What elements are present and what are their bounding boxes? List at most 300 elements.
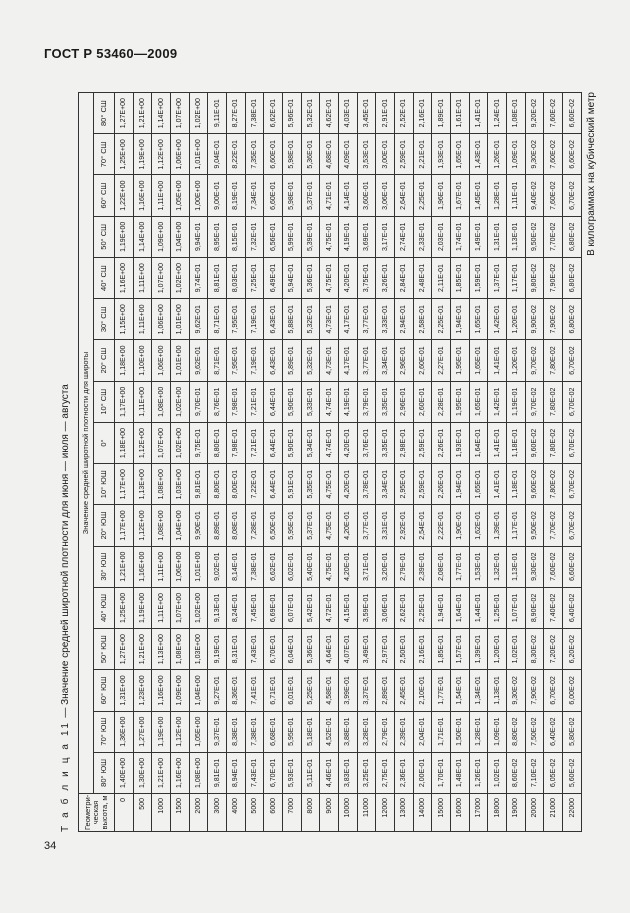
density-cell: 9,60E-02 bbox=[525, 464, 544, 505]
density-cell: 4,07E-01 bbox=[339, 629, 358, 670]
density-cell: 1,36E+00 bbox=[115, 711, 134, 752]
density-cell: 7,90E-02 bbox=[544, 257, 563, 298]
table-caption-prefix: Т а б л и ц а 11 bbox=[60, 720, 71, 832]
table-row bbox=[301, 93, 320, 832]
density-cell: 2,27E-01 bbox=[432, 340, 451, 381]
table-caption bbox=[60, 92, 71, 832]
density-cell: 2,16E-01 bbox=[413, 93, 432, 134]
density-cell: 2,64E-01 bbox=[395, 175, 414, 216]
density-cell: 1,17E-01 bbox=[507, 257, 526, 298]
density-cell: 6,43E-01 bbox=[264, 340, 283, 381]
density-cell: 1,34E-01 bbox=[469, 670, 488, 711]
latitude-column-header: 30° ЮШ bbox=[94, 546, 115, 587]
density-cell: 9,70E-01 bbox=[189, 381, 208, 422]
density-cell: 1,04E+00 bbox=[171, 505, 190, 546]
density-cell: 1,07E+00 bbox=[152, 257, 171, 298]
density-cell: 3,77E-01 bbox=[357, 340, 376, 381]
density-cell: 1,95E-01 bbox=[451, 381, 470, 422]
density-cell: 6,68E-01 bbox=[264, 711, 283, 752]
density-cell: 8,80E-02 bbox=[507, 711, 526, 752]
density-cell: 7,35E-01 bbox=[245, 134, 264, 175]
density-cell: 6,00E-02 bbox=[563, 670, 582, 711]
density-cell: 6,05E-02 bbox=[544, 752, 563, 793]
density-cell: 2,36E-01 bbox=[395, 752, 414, 793]
density-cell: 1,15E+00 bbox=[115, 299, 134, 340]
latitude-column-header: 10° СШ bbox=[94, 381, 115, 422]
density-cell: 1,32E-01 bbox=[488, 546, 507, 587]
table-row bbox=[507, 93, 526, 832]
density-cell: 2,04E-01 bbox=[413, 711, 432, 752]
density-cell: 1,31E-01 bbox=[488, 216, 507, 257]
density-cell: 1,11E+00 bbox=[152, 546, 171, 587]
density-cell: 2,45E-01 bbox=[395, 670, 414, 711]
density-cell: 1,07E-01 bbox=[507, 587, 526, 628]
density-cell: 2,54E-01 bbox=[413, 505, 432, 546]
altitude-cell: 2000 bbox=[189, 794, 208, 832]
density-cell: 2,39E-01 bbox=[395, 711, 414, 752]
density-cell: 1,16E+00 bbox=[152, 670, 171, 711]
latitude-column-header: 20° ЮШ bbox=[94, 505, 115, 546]
density-cell: 5,42E-01 bbox=[301, 587, 320, 628]
density-cell: 5,99E-01 bbox=[283, 216, 302, 257]
density-cell: 2,58E-01 bbox=[413, 299, 432, 340]
density-cell: 2,25E-01 bbox=[413, 587, 432, 628]
density-cell: 1,19E+00 bbox=[133, 134, 152, 175]
density-cell: 8,76E-01 bbox=[208, 381, 227, 422]
density-cell: 7,38E-01 bbox=[245, 93, 264, 134]
density-cell: 9,02E-01 bbox=[208, 546, 227, 587]
altitude-cell: 13000 bbox=[395, 794, 414, 832]
density-cell: 7,38E-01 bbox=[245, 711, 264, 752]
density-cell: 6,70E-02 bbox=[563, 464, 582, 505]
density-cell: 9,04E-01 bbox=[208, 134, 227, 175]
altitude-cell: 16000 bbox=[451, 794, 470, 832]
density-cell: 6,62E-01 bbox=[264, 546, 283, 587]
density-cell: 8,80E-01 bbox=[208, 464, 227, 505]
density-cell: 1,13E-01 bbox=[488, 670, 507, 711]
density-cell: 1,21E+00 bbox=[133, 93, 152, 134]
density-cell: 1,02E+00 bbox=[189, 587, 208, 628]
density-cell: 4,09E-01 bbox=[339, 134, 358, 175]
density-cell: 9,30E-02 bbox=[507, 670, 526, 711]
density-cell: 3,25E-01 bbox=[357, 752, 376, 793]
density-table bbox=[78, 92, 582, 832]
density-cell: 1,19E+00 bbox=[115, 216, 134, 257]
density-cell: 2,26E-01 bbox=[432, 422, 451, 463]
density-cell: 5,36E-01 bbox=[301, 134, 320, 175]
density-cell: 1,11E+00 bbox=[133, 381, 152, 422]
density-cell: 1,42E-01 bbox=[488, 381, 507, 422]
density-cell: 1,05E+00 bbox=[171, 175, 190, 216]
density-cell: 2,94E-01 bbox=[395, 299, 414, 340]
density-cell: 3,79E-01 bbox=[357, 381, 376, 422]
density-cell: 4,75E-01 bbox=[320, 216, 339, 257]
density-cell: 2,25E-01 bbox=[413, 175, 432, 216]
density-cell: 9,20E-02 bbox=[525, 93, 544, 134]
density-cell: 2,60E-01 bbox=[413, 340, 432, 381]
density-cell: 1,07E+00 bbox=[171, 587, 190, 628]
density-cell: 6,04E-01 bbox=[283, 629, 302, 670]
density-cell: 4,71E-01 bbox=[320, 175, 339, 216]
density-cell: 6,07E-01 bbox=[283, 587, 302, 628]
density-cell: 9,74E-01 bbox=[189, 257, 208, 298]
density-cell: 2,03E-01 bbox=[432, 216, 451, 257]
density-cell: 4,20E-01 bbox=[339, 422, 358, 463]
altitude-cell: 4000 bbox=[227, 794, 246, 832]
density-cell: 2,92E-01 bbox=[395, 505, 414, 546]
latitude-column-header: 80° ЮШ bbox=[94, 752, 115, 793]
density-cell: 1,12E+00 bbox=[133, 422, 152, 463]
density-cell: 1,02E-01 bbox=[488, 752, 507, 793]
table-row bbox=[357, 93, 376, 832]
density-cell: 4,75E-01 bbox=[320, 257, 339, 298]
density-cell: 5,25E-01 bbox=[301, 670, 320, 711]
table-caption-text: — Значение средней широтной плотности для июня — июля — августа bbox=[60, 384, 71, 721]
density-cell: 9,19E-01 bbox=[208, 629, 227, 670]
density-cell: 4,75E-01 bbox=[320, 546, 339, 587]
density-cell: 1,20E-01 bbox=[507, 340, 526, 381]
density-cell: 8,14E-01 bbox=[227, 546, 246, 587]
density-cell: 9,40E-02 bbox=[525, 175, 544, 216]
density-cell: 9,70E-02 bbox=[525, 340, 544, 381]
table-row bbox=[133, 93, 152, 832]
density-cell: 9,37E-01 bbox=[208, 711, 227, 752]
density-cell: 3,83E-01 bbox=[339, 752, 358, 793]
density-cell: 9,90E-01 bbox=[189, 505, 208, 546]
density-cell: 9,94E-01 bbox=[189, 216, 208, 257]
density-cell: 9,27E-01 bbox=[208, 670, 227, 711]
density-cell: 3,28E-01 bbox=[357, 711, 376, 752]
density-cell: 7,19E-01 bbox=[245, 340, 264, 381]
table-row bbox=[245, 93, 264, 832]
density-cell: 1,07E+00 bbox=[171, 93, 190, 134]
density-cell: 5,11E-01 bbox=[301, 752, 320, 793]
table-row bbox=[115, 93, 134, 832]
density-cell: 1,45E-01 bbox=[469, 175, 488, 216]
density-cell: 6,44E-01 bbox=[264, 422, 283, 463]
density-cell: 1,71E-01 bbox=[432, 711, 451, 752]
density-cell: 1,09E-01 bbox=[488, 711, 507, 752]
density-cell: 1,19E-01 bbox=[507, 381, 526, 422]
density-cell: 3,49E-01 bbox=[357, 629, 376, 670]
density-cell: 2,79E-01 bbox=[395, 546, 414, 587]
table-row bbox=[320, 93, 339, 832]
altitude-cell: 3000 bbox=[208, 794, 227, 832]
density-cell: 5,36E-01 bbox=[301, 629, 320, 670]
density-cell: 4,15E-01 bbox=[339, 587, 358, 628]
density-cell: 7,10E-02 bbox=[525, 752, 544, 793]
latitude-column-header: 50° СШ bbox=[94, 216, 115, 257]
density-cell: 1,02E+00 bbox=[171, 257, 190, 298]
density-cell: 3,71E-01 bbox=[357, 546, 376, 587]
density-cell: 4,46E-01 bbox=[320, 752, 339, 793]
density-cell: 7,43E-01 bbox=[245, 752, 264, 793]
density-cell: 1,09E-01 bbox=[507, 134, 526, 175]
density-cell: 1,27E+00 bbox=[115, 93, 134, 134]
page-number: 34 bbox=[44, 840, 57, 852]
density-cell: 1,08E+00 bbox=[171, 629, 190, 670]
density-cell: 1,59E-01 bbox=[469, 257, 488, 298]
density-cell: 1,93E-01 bbox=[432, 134, 451, 175]
density-cell: 1,20E-01 bbox=[488, 629, 507, 670]
density-cell: 2,59E-01 bbox=[413, 422, 432, 463]
density-cell: 4,20E-01 bbox=[339, 464, 358, 505]
density-cell: 4,74E-01 bbox=[320, 422, 339, 463]
altitude-cell: 5000 bbox=[245, 794, 264, 832]
density-cell: 1,14E+00 bbox=[133, 216, 152, 257]
density-cell: 4,74E-01 bbox=[320, 381, 339, 422]
density-cell: 1,85E-01 bbox=[451, 257, 470, 298]
density-cell: 6,70E-01 bbox=[264, 752, 283, 793]
table-row bbox=[152, 93, 171, 832]
density-cell: 3,34E-01 bbox=[376, 464, 395, 505]
density-cell: 6,80E-02 bbox=[563, 299, 582, 340]
density-cell: 4,17E-01 bbox=[339, 299, 358, 340]
density-cell: 1,40E+00 bbox=[115, 752, 134, 793]
density-cell: 1,09E+00 bbox=[152, 216, 171, 257]
density-cell: 5,32E-01 bbox=[301, 299, 320, 340]
density-cell: 8,95E-01 bbox=[208, 216, 227, 257]
density-cell: 7,45E-01 bbox=[245, 587, 264, 628]
density-cell: 1,48E-01 bbox=[451, 752, 470, 793]
density-cell: 4,72E-01 bbox=[320, 587, 339, 628]
density-cell: 7,90E-02 bbox=[525, 670, 544, 711]
density-cell: 2,08E-01 bbox=[432, 546, 451, 587]
table-row bbox=[451, 93, 470, 832]
altitude-cell: 22000 bbox=[563, 794, 582, 832]
density-cell: 1,65E-01 bbox=[469, 381, 488, 422]
density-cell: 7,43E-01 bbox=[245, 629, 264, 670]
density-cell: 1,17E-01 bbox=[507, 505, 526, 546]
density-cell: 9,50E-02 bbox=[525, 216, 544, 257]
density-cell: 1,02E+00 bbox=[171, 381, 190, 422]
density-cell: 1,06E+00 bbox=[171, 546, 190, 587]
density-cell: 1,65E-01 bbox=[451, 134, 470, 175]
density-cell: 1,06E+00 bbox=[171, 134, 190, 175]
density-cell: 2,16E-01 bbox=[413, 629, 432, 670]
density-cell: 1,43E-01 bbox=[469, 134, 488, 175]
density-cell: 2,96E-01 bbox=[395, 340, 414, 381]
latitude-header-row bbox=[94, 93, 115, 832]
density-cell: 6,40E-02 bbox=[544, 711, 563, 752]
density-cell: 7,21E-01 bbox=[245, 422, 264, 463]
density-cell: 8,08E-01 bbox=[227, 505, 246, 546]
density-cell: 1,53E-01 bbox=[469, 546, 488, 587]
density-cell: 2,75E-01 bbox=[376, 752, 395, 793]
density-cell: 4,73E-01 bbox=[320, 299, 339, 340]
density-cell: 6,70E-02 bbox=[544, 670, 563, 711]
density-cell: 5,80E-02 bbox=[563, 711, 582, 752]
altitude-cell: 0 bbox=[115, 794, 134, 832]
document-title: ГОСТ Р 53460—2009 bbox=[44, 46, 178, 61]
density-cell: 1,23E+00 bbox=[133, 670, 152, 711]
density-cell: 7,70E-02 bbox=[544, 216, 563, 257]
density-cell: 3,76E-01 bbox=[357, 422, 376, 463]
density-cell: 1,12E+00 bbox=[133, 505, 152, 546]
density-cell: 8,90E-02 bbox=[525, 587, 544, 628]
latitude-column-header: 30° СШ bbox=[94, 299, 115, 340]
density-cell: 3,69E-01 bbox=[357, 216, 376, 257]
density-cell: 1,41E-01 bbox=[488, 340, 507, 381]
density-cell: 5,98E-01 bbox=[283, 134, 302, 175]
density-cell: 2,74E-01 bbox=[395, 216, 414, 257]
density-cell: 1,94E-01 bbox=[432, 587, 451, 628]
density-cell: 4,20E-01 bbox=[339, 257, 358, 298]
altitude-cell: 500 bbox=[133, 794, 152, 832]
altitude-column-header: Геометри-ческая высота, м bbox=[79, 794, 115, 832]
density-cell: 9,11E-01 bbox=[208, 93, 227, 134]
density-cell: 8,30E-02 bbox=[525, 629, 544, 670]
latitude-column-header: 20° СШ bbox=[94, 340, 115, 381]
density-cell: 5,95E-01 bbox=[283, 711, 302, 752]
density-cell: 1,41E-01 bbox=[488, 422, 507, 463]
density-cell: 1,57E-01 bbox=[451, 629, 470, 670]
density-cell: 7,60E-02 bbox=[544, 134, 563, 175]
density-cell: 1,44E-01 bbox=[469, 587, 488, 628]
density-cell: 5,36E-01 bbox=[301, 257, 320, 298]
density-cell: 2,10E-01 bbox=[413, 670, 432, 711]
density-cell: 4,17E-01 bbox=[339, 340, 358, 381]
density-cell: 1,01E+00 bbox=[189, 546, 208, 587]
latitude-column-header: 10° ЮШ bbox=[94, 464, 115, 505]
latitude-group-header: Значение средней широтной плотности для широты bbox=[79, 93, 94, 794]
density-cell: 7,50E-02 bbox=[525, 711, 544, 752]
density-cell: 4,14E-01 bbox=[339, 175, 358, 216]
density-cell: 6,70E-02 bbox=[563, 505, 582, 546]
density-cell: 5,90E-01 bbox=[283, 381, 302, 422]
density-cell: 2,25E-01 bbox=[432, 299, 451, 340]
density-cell: 1,12E+00 bbox=[152, 134, 171, 175]
density-cell: 1,08E+00 bbox=[152, 505, 171, 546]
density-cell: 6,49E-01 bbox=[264, 257, 283, 298]
density-cell: 1,77E-01 bbox=[451, 546, 470, 587]
density-cell: 1,11E+00 bbox=[152, 587, 171, 628]
density-cell: 1,25E-01 bbox=[488, 587, 507, 628]
density-cell: 7,80E-02 bbox=[544, 381, 563, 422]
table-row bbox=[488, 93, 507, 832]
latitude-column-header: 0° bbox=[94, 422, 115, 463]
density-cell: 1,65E-01 bbox=[469, 299, 488, 340]
density-cell: 9,81E-01 bbox=[189, 464, 208, 505]
density-cell: 1,08E-01 bbox=[507, 93, 526, 134]
table-row bbox=[469, 93, 488, 832]
density-cell: 3,00E-01 bbox=[376, 134, 395, 175]
altitude-cell: 15000 bbox=[432, 794, 451, 832]
density-cell: 8,80E-01 bbox=[208, 422, 227, 463]
altitude-cell: 20000 bbox=[525, 794, 544, 832]
density-cell: 7,22E-01 bbox=[245, 464, 264, 505]
density-cell: 1,07E+00 bbox=[152, 422, 171, 463]
density-cell: 6,80E-02 bbox=[563, 216, 582, 257]
density-cell: 4,73E-01 bbox=[320, 340, 339, 381]
density-cell: 1,42E-01 bbox=[488, 299, 507, 340]
density-cell: 9,60E-02 bbox=[525, 422, 544, 463]
density-cell: 9,30E-02 bbox=[525, 134, 544, 175]
density-cell: 3,78E-01 bbox=[357, 464, 376, 505]
density-cell: 8,19E-01 bbox=[227, 175, 246, 216]
density-cell: 7,95E-01 bbox=[227, 299, 246, 340]
density-cell: 6,43E-01 bbox=[264, 299, 283, 340]
altitude-cell: 6000 bbox=[264, 794, 283, 832]
density-cell: 1,12E+00 bbox=[171, 711, 190, 752]
density-cell: 1,18E+00 bbox=[115, 422, 134, 463]
altitude-cell: 10000 bbox=[339, 794, 358, 832]
density-cell: 1,26E-01 bbox=[488, 134, 507, 175]
density-cell: 3,06E-01 bbox=[376, 587, 395, 628]
density-cell: 1,01E+00 bbox=[189, 134, 208, 175]
density-cell: 1,94E-01 bbox=[451, 464, 470, 505]
density-cell: 6,02E-01 bbox=[283, 546, 302, 587]
density-cell: 1,08E+00 bbox=[152, 464, 171, 505]
density-cell: 1,01E+00 bbox=[171, 299, 190, 340]
density-cell: 8,31E-01 bbox=[227, 629, 246, 670]
density-cell: 3,45E-01 bbox=[357, 93, 376, 134]
density-cell: 1,02E+00 bbox=[189, 93, 208, 134]
density-cell: 7,41E-01 bbox=[245, 670, 264, 711]
altitude-cell: 19000 bbox=[507, 794, 526, 832]
density-cell: 6,56E-01 bbox=[264, 216, 283, 257]
density-cell: 4,19E-01 bbox=[339, 216, 358, 257]
density-cell: 9,90E-02 bbox=[525, 299, 544, 340]
density-cell: 7,80E-02 bbox=[544, 340, 563, 381]
table-row bbox=[227, 93, 246, 832]
density-cell: 5,90E-01 bbox=[283, 422, 302, 463]
density-cell: 1,17E+00 bbox=[115, 464, 134, 505]
table-row bbox=[339, 93, 358, 832]
density-cell: 6,70E-01 bbox=[264, 629, 283, 670]
density-cell: 2,84E-01 bbox=[395, 257, 414, 298]
density-cell: 1,14E+00 bbox=[152, 93, 171, 134]
density-cell: 7,19E-01 bbox=[245, 299, 264, 340]
density-cell: 6,70E-02 bbox=[563, 422, 582, 463]
table-row bbox=[544, 93, 563, 832]
density-cell: 1,05E+00 bbox=[189, 711, 208, 752]
density-cell: 4,68E-01 bbox=[320, 134, 339, 175]
table-row bbox=[208, 93, 227, 832]
density-cell: 5,89E-01 bbox=[283, 340, 302, 381]
density-cell: 3,35E-01 bbox=[376, 381, 395, 422]
density-cell: 7,70E-02 bbox=[544, 505, 563, 546]
density-cell: 1,19E+00 bbox=[152, 711, 171, 752]
table-row bbox=[283, 93, 302, 832]
density-cell: 7,34E-01 bbox=[245, 175, 264, 216]
density-cell: 1,30E+00 bbox=[133, 752, 152, 793]
density-cell: 9,75E-01 bbox=[189, 422, 208, 463]
density-cell: 1,54E-01 bbox=[451, 670, 470, 711]
density-cell: 2,59E-01 bbox=[395, 134, 414, 175]
density-cell: 8,24E-01 bbox=[227, 587, 246, 628]
density-cell: 1,39E-01 bbox=[488, 505, 507, 546]
density-cell: 1,21E+00 bbox=[133, 629, 152, 670]
altitude-cell: 12000 bbox=[376, 794, 395, 832]
density-cell: 1,96E-01 bbox=[432, 175, 451, 216]
density-cell: 1,49E-01 bbox=[469, 216, 488, 257]
density-cell: 4,20E-01 bbox=[339, 505, 358, 546]
density-cell: 5,18E-01 bbox=[301, 711, 320, 752]
density-cell: 1,64E-01 bbox=[451, 587, 470, 628]
density-cell: 2,91E-01 bbox=[376, 93, 395, 134]
density-cell: 1,11E+00 bbox=[133, 299, 152, 340]
density-cell: 1,03E+00 bbox=[189, 629, 208, 670]
density-cell: 6,60E-01 bbox=[264, 134, 283, 175]
altitude-cell: 14000 bbox=[413, 794, 432, 832]
density-cell: 1,74E-01 bbox=[451, 216, 470, 257]
density-cell: 1,16E+00 bbox=[133, 175, 152, 216]
density-cell: 1,16E+00 bbox=[115, 257, 134, 298]
density-cell: 5,93E-01 bbox=[283, 752, 302, 793]
density-cell: 9,70E-02 bbox=[525, 381, 544, 422]
density-cell: 2,48E-01 bbox=[413, 257, 432, 298]
